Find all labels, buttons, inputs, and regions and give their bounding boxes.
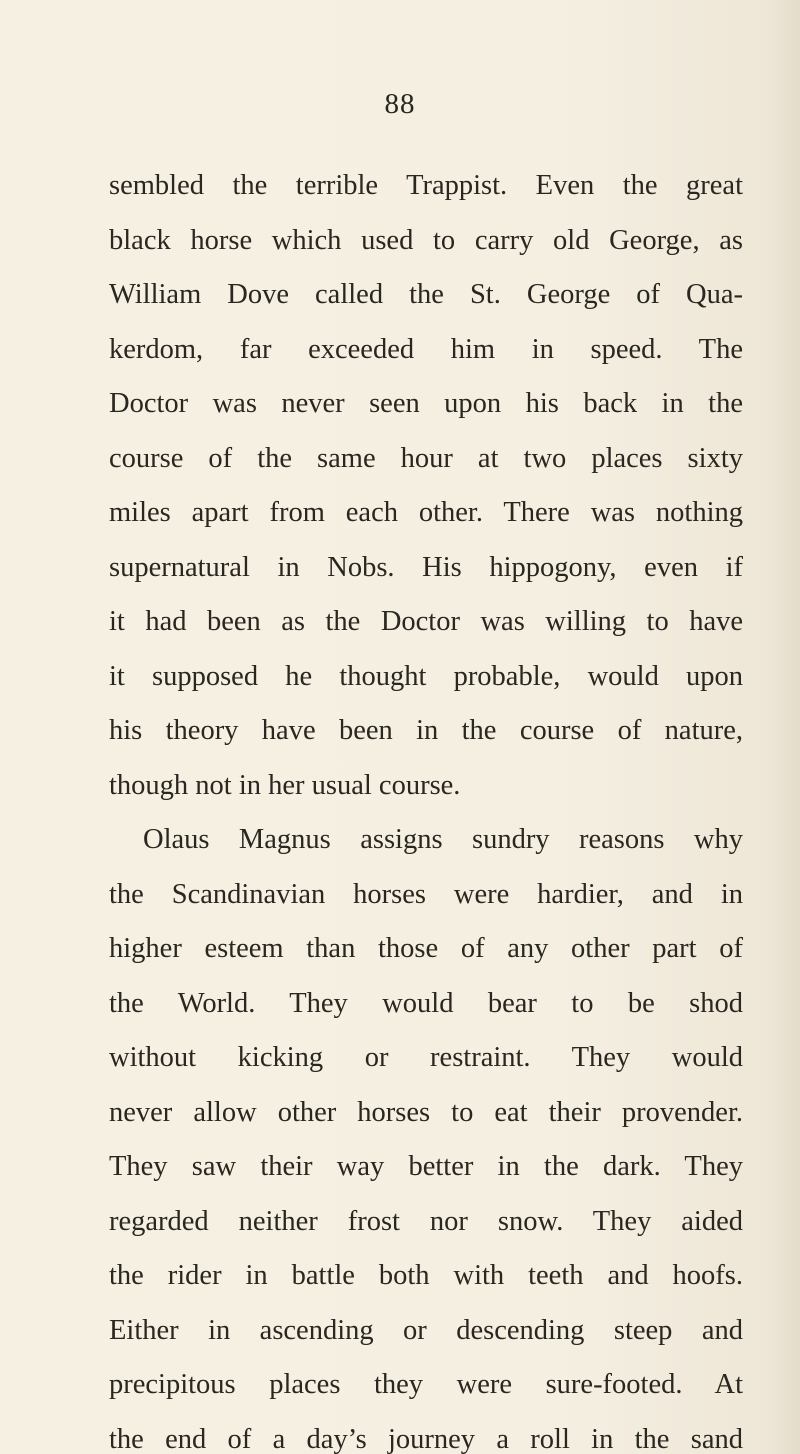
text-line: precipitous places they were sure-footed. At [109,1369,743,1400]
text-line: kerdom, far exceeded him in speed. The [109,333,743,365]
paragraph-end-line: though not in her usual course. [109,769,461,801]
text-line: higher esteem than those of any other part of [109,933,743,964]
text-line: supernatural in Nobs. His hippogony, even if [109,551,743,583]
text-line: regarded neither frost nor snow. They aided [109,1205,743,1237]
paragraph-start-line: Olaus Magnus assigns sundry reasons why [143,824,743,855]
text-line: the Scandinavian horses were hardier, and in [109,878,743,910]
text-line: miles apart from each other. There was nothing [109,497,743,528]
text-line: Doctor was never seen upon his back in the [109,388,743,419]
body-text [109,168,743,1454]
text-line: course of the same hour at two places sixty [109,442,743,474]
text-line: it had been as the Doctor was willing to have [109,606,743,637]
text-line: the end of a day’s journey a roll in the sand [109,1423,743,1454]
text-line: without kicking or restraint. They would [109,1042,743,1073]
text-line: the World. They would bear to be shod [109,987,743,1019]
text-line: sembled the terrible Trappist. Even the great [109,170,743,201]
text-line: his theory have been in the course of nature, [109,715,743,746]
text-line: black horse which used to carry old George, as [109,224,743,256]
text-line: Either in ascending or descending steep and [109,1314,743,1346]
text-line: it supposed he thought probable, would upon [109,660,743,692]
text-line: William Dove called the St. George of Qua- [109,279,743,310]
text-line: the rider in battle both with teeth and hoofs. [109,1260,743,1291]
text-line: They saw their way better in the dark. They [109,1151,743,1182]
text-line: never allow other horses to eat their provender. [109,1096,743,1128]
page-number: 88 [384,88,416,120]
